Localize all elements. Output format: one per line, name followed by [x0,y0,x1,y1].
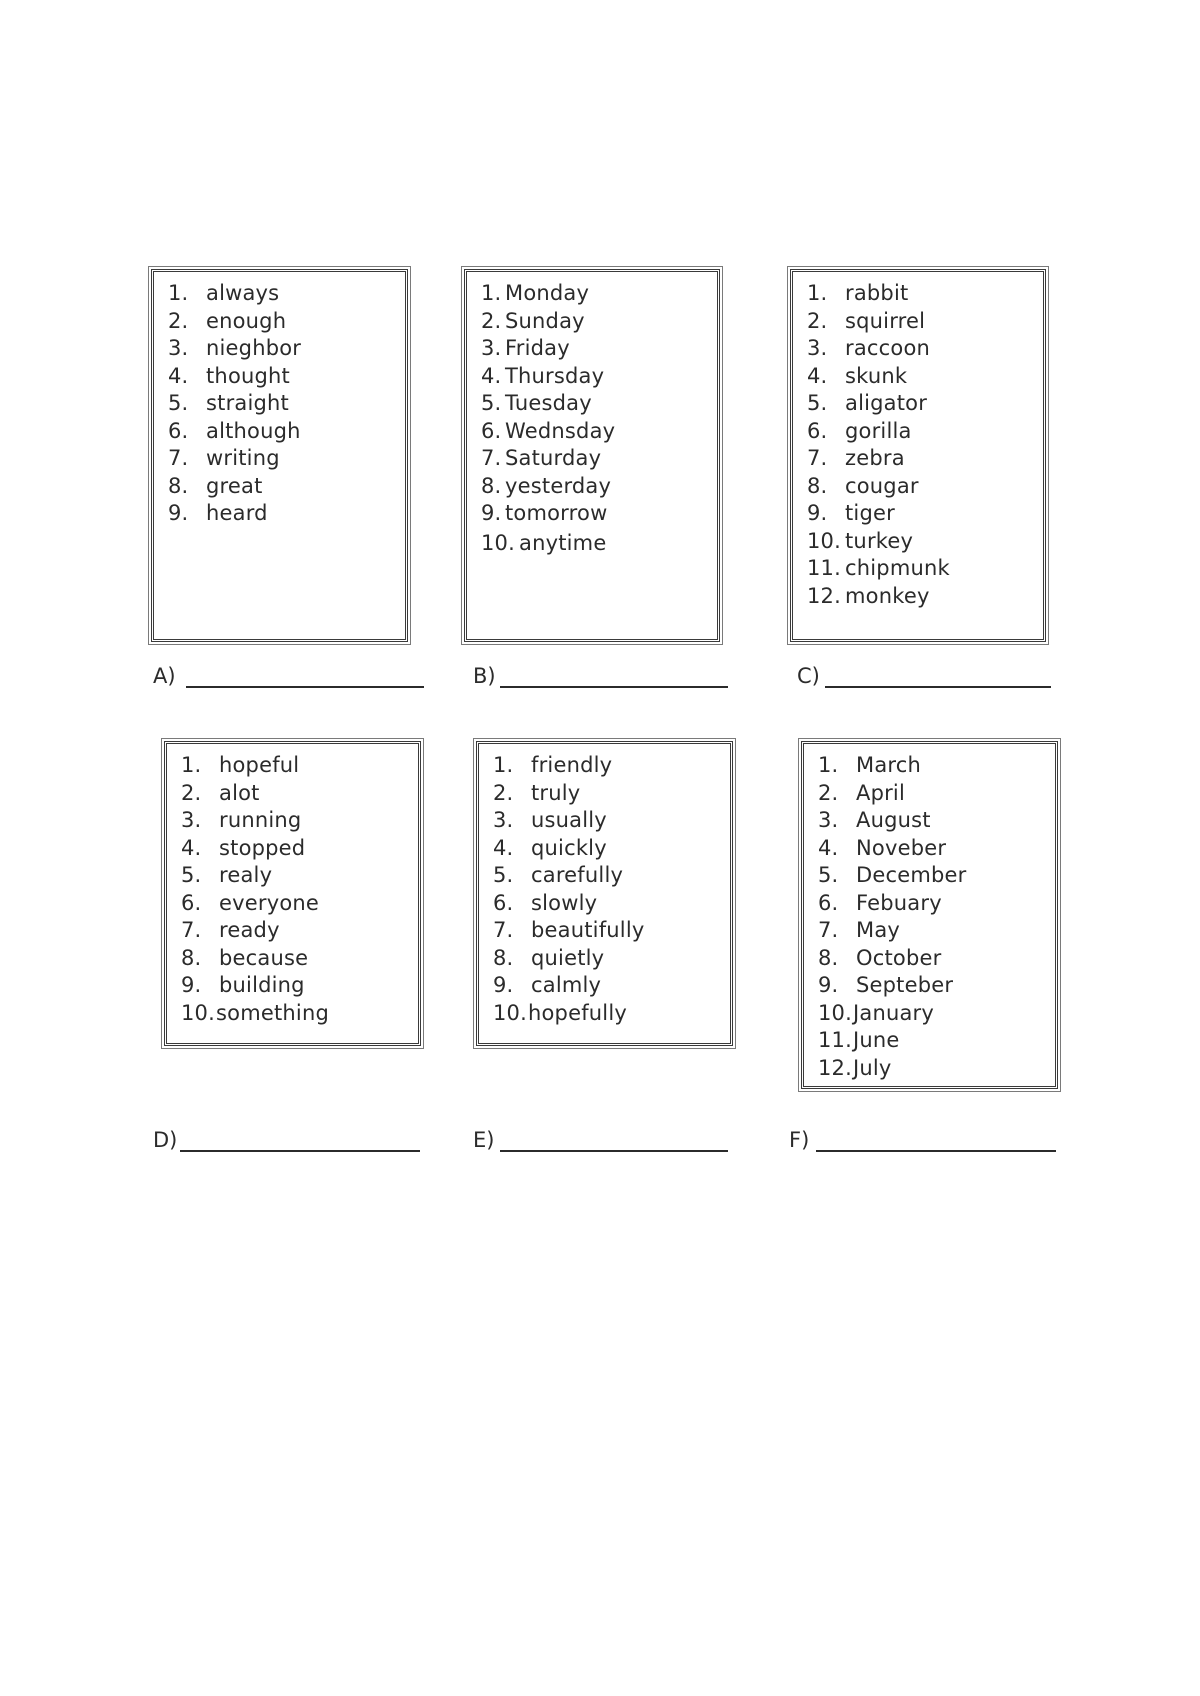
answer-label-e: E) [473,1128,495,1152]
list-item [493,835,716,863]
item-word: Wednsday [505,418,616,443]
item-word: skunk [845,363,908,388]
item-number: 3. [818,808,839,832]
item-word: thought [206,363,290,388]
item-word: tomorrow [505,501,608,525]
list-item [181,807,404,835]
list-item [481,363,703,391]
item-word: December [856,863,967,887]
item-word: June [853,1028,900,1052]
item-word: running [219,808,302,832]
item-word: something [216,1000,329,1025]
list-item [493,917,716,945]
list-item [168,500,391,528]
answer-label-a: A) [153,664,176,688]
list-item [807,583,1029,611]
list-item [807,390,1029,418]
item-number: 8. [807,473,828,498]
item-number: 6. [181,890,202,915]
list-item [818,780,1041,808]
item-word: cougar [845,473,919,498]
item-word: writing [206,446,280,470]
list-item [493,752,716,780]
list-item [818,890,1041,918]
list-item [818,1055,1041,1083]
item-number: 7. [493,918,514,942]
item-word: rabbit [845,281,909,305]
item-number: 5. [493,863,514,887]
item-word: yesterday [505,473,612,498]
item-number: 3. [168,336,189,360]
list-item [818,807,1041,835]
item-number: 5. [807,391,828,415]
item-word: hopeful [219,753,300,777]
list-item [168,418,391,446]
item-word: October [856,945,942,970]
item-word: turkey [845,528,914,553]
item-word: ready [219,918,280,942]
item-word: tiger [845,501,895,525]
list-item [807,445,1029,473]
item-word: straight [206,391,289,415]
answer-label-d: D) [153,1128,178,1152]
item-number: 9. [168,501,189,525]
list-item [818,1027,1041,1055]
list-item [807,363,1029,391]
list-item [818,835,1041,863]
item-number: 1. [807,281,828,305]
item-number: 3. [807,336,828,360]
item-word: always [206,281,280,305]
list-item [493,945,716,973]
list-item [818,945,1041,973]
item-number: 4. [181,835,202,860]
list-item [818,862,1041,890]
item-word: March [856,753,922,777]
list-item [181,945,404,973]
list-item [807,555,1029,583]
item-number: 11. [807,556,841,580]
item-number: 7. [807,446,828,470]
item-word: Noveber [856,835,947,860]
list-item [181,752,404,780]
list-item [818,752,1041,780]
answer-blank-b[interactable] [500,686,728,688]
item-word: realy [219,863,273,887]
list-item [807,308,1029,336]
answer-blank-d[interactable] [180,1150,420,1152]
item-word: nieghbor [206,336,302,360]
item-number: 2. [181,780,202,805]
list-item [168,280,391,308]
word-list-f-items [818,752,1041,1082]
word-list-c [790,269,1046,642]
item-number: 5. [818,863,839,887]
word-list-b [464,269,720,642]
list-item [168,445,391,473]
item-number: 3. [181,808,202,832]
list-item [818,972,1041,1000]
list-item [181,1000,404,1028]
item-number: 2. [818,780,839,805]
list-item [807,528,1029,556]
word-list-c-items [807,280,1029,610]
item-word: usually [531,808,607,832]
item-number: 9. [807,501,828,525]
list-item [181,835,404,863]
item-word: because [219,945,309,970]
item-number: 5. [181,863,202,887]
item-number: 2. [807,308,828,333]
item-word: quietly [531,945,605,970]
list-item [181,972,404,1000]
item-word: squirrel [845,308,926,333]
word-list-b-items [481,280,703,557]
item-number: 2. [168,308,189,333]
answer-blank-a[interactable] [186,686,424,688]
list-item [493,780,716,808]
item-number: 7. [481,446,502,470]
item-word: raccoon [845,336,931,360]
item-number: 9. [493,973,514,997]
item-word: gorilla [845,418,912,443]
item-number: 8. [181,945,202,970]
item-number: 9. [818,973,839,997]
item-number: 1. [481,281,502,305]
list-item [493,862,716,890]
item-number: 6. [481,418,502,443]
answer-label-c: C) [797,664,820,688]
list-item [807,335,1029,363]
item-number: 2. [481,308,502,333]
item-word: truly [531,780,581,805]
item-number: 6. [168,418,189,443]
item-word: great [206,473,263,498]
item-word: monkey [845,583,930,608]
list-item [481,500,703,528]
item-word: anytime [519,530,607,555]
item-number: 1. [168,281,189,305]
item-number: 3. [481,336,502,360]
item-number: 1. [493,753,514,777]
item-number: 12. [807,583,841,608]
word-list-f [801,741,1058,1089]
item-word: beautifully [531,918,645,942]
item-number: 4. [493,835,514,860]
item-word: April [856,780,905,805]
item-number: 8. [481,473,502,498]
list-item [481,308,703,336]
item-word: May [856,918,901,942]
item-number: 7. [181,918,202,942]
item-word: Febuary [856,890,942,915]
list-item [168,308,391,336]
item-number: 10. [818,1000,852,1025]
item-number: 1. [181,753,202,777]
list-item [168,473,391,501]
answer-label-f: F) [789,1128,810,1152]
item-word: Monday [505,281,590,305]
answer-label-b: B) [473,664,496,688]
list-item [807,280,1029,308]
item-word: January [853,1000,935,1025]
item-word: heard [206,501,268,525]
item-number: 6. [493,890,514,915]
item-word: alot [219,780,260,805]
list-item [493,890,716,918]
item-number: 9. [181,973,202,997]
word-list-e [476,741,733,1046]
item-word: hopefully [528,1000,628,1025]
word-list-d-items [181,752,404,1027]
item-number: 6. [807,418,828,443]
item-word: although [206,418,301,443]
item-number: 9. [481,501,502,525]
item-number: 4. [168,363,189,388]
list-item [481,473,703,501]
list-item [181,780,404,808]
list-item [181,917,404,945]
list-item [181,890,404,918]
item-number: 11. [818,1028,852,1052]
item-number: 8. [493,945,514,970]
list-item [493,807,716,835]
item-number: 8. [168,473,189,498]
answer-blank-e[interactable] [500,1150,728,1152]
word-list-e-items [493,752,716,1027]
list-item [181,862,404,890]
item-number: 12. [818,1055,852,1080]
list-item [168,390,391,418]
list-item [493,972,716,1000]
item-word: friendly [531,753,613,777]
item-word: August [856,808,931,832]
list-item [168,335,391,363]
list-item [493,1000,716,1028]
item-word: Tuesday [505,391,592,415]
item-word: calmly [531,973,602,997]
item-word: enough [206,308,287,333]
item-number: 1. [818,753,839,777]
item-number: 4. [481,363,502,388]
list-item [481,418,703,446]
item-number: 3. [493,808,514,832]
item-number: 7. [168,446,189,470]
item-word: Friday [505,336,570,360]
item-word: aligator [845,391,928,415]
word-list-a [151,269,408,642]
item-word: zebra [845,446,905,470]
list-item [818,1000,1041,1028]
list-item [481,530,703,558]
list-item [481,335,703,363]
list-item [481,445,703,473]
item-word: everyone [219,890,320,915]
item-number: 10. [181,1000,215,1025]
item-word: Sunday [505,308,585,333]
list-item [818,917,1041,945]
word-list-d [164,741,421,1046]
item-number: 5. [481,391,502,415]
list-item [807,418,1029,446]
answer-blank-f[interactable] [816,1150,1056,1152]
item-word: chipmunk [845,556,950,580]
answer-blank-c[interactable] [825,686,1051,688]
item-number: 2. [493,780,514,805]
item-number: 4. [818,835,839,860]
item-word: Thursday [505,363,605,388]
item-word: stopped [219,835,306,860]
item-number: 7. [818,918,839,942]
list-item [481,280,703,308]
item-word: Saturday [505,446,602,470]
item-number: 10. [481,530,515,555]
item-word: July [853,1055,892,1080]
item-number: 4. [807,363,828,388]
item-number: 10. [493,1000,527,1025]
item-number: 10. [807,528,841,553]
list-item [807,473,1029,501]
item-word: carefully [531,863,624,887]
item-word: Septeber [856,973,954,997]
item-word: building [219,973,305,997]
item-word: slowly [531,890,598,915]
list-item [168,363,391,391]
list-item [807,500,1029,528]
item-number: 6. [818,890,839,915]
item-number: 8. [818,945,839,970]
item-word: quickly [531,835,607,860]
list-item [481,390,703,418]
item-number: 5. [168,391,189,415]
word-list-a-items [168,280,391,528]
